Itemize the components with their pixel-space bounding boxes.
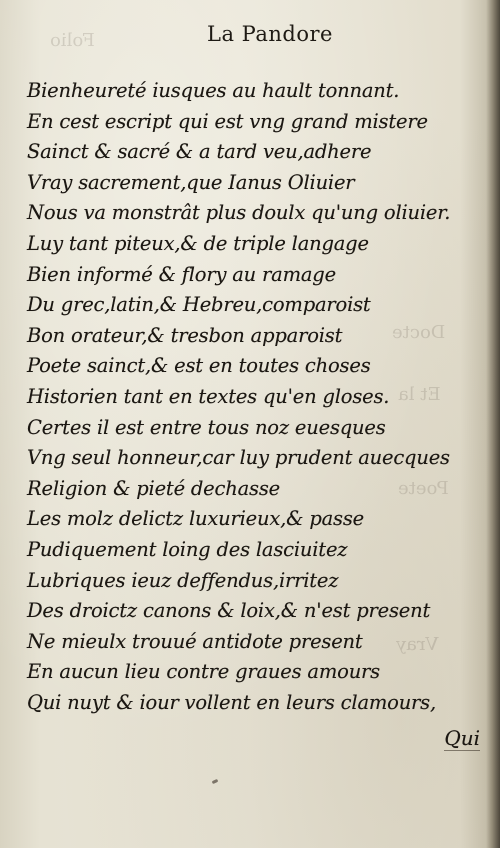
ink-speck bbox=[212, 779, 219, 784]
verse-line: Luy tant piteux,& de triple langage bbox=[27, 231, 369, 255]
verse-line: Des droictz canons & loix,& n'est present bbox=[27, 599, 431, 623]
verse-line: Sainct & sacré & a tard veu,adhere bbox=[27, 140, 372, 164]
verse-line: Vng seul honneur,car luy prudent auecques bbox=[27, 446, 450, 470]
verse-line: Vray sacrement,que Ianus Oliuier bbox=[27, 170, 355, 194]
running-title: La Pandore bbox=[207, 22, 333, 46]
verse-line: Poete sainct,& est en toutes choses bbox=[27, 354, 371, 378]
verse-line: Certes il est entre tous noz euesques bbox=[27, 415, 386, 439]
running-header bbox=[0, 22, 500, 46]
show-through-text: Et la bbox=[398, 384, 441, 405]
verse-line: En cest escript qui est vng grand mistere bbox=[27, 109, 428, 133]
verse-line: Historien tant en textes qu'en gloses. bbox=[27, 384, 390, 408]
verse-line: Bien informé & flory au ramage bbox=[27, 262, 336, 286]
verse-line: Nous va monstrât plus doulx qu'ung oliuier. bbox=[27, 201, 451, 225]
verse-line: Religion & pieté dechasse bbox=[27, 476, 280, 500]
verse-line: Pudiquement loing des lasciuitez bbox=[27, 537, 348, 561]
show-through-text: Folio bbox=[50, 30, 95, 51]
show-through-text: Docte bbox=[392, 322, 446, 343]
verse-line: Lubriques ieuz deffendus,irritez bbox=[27, 568, 339, 592]
show-through-text: Vray bbox=[396, 634, 439, 655]
verse-line: Bon orateur,& tresbon apparoist bbox=[27, 323, 343, 347]
verse-block bbox=[27, 76, 487, 718]
verse-line: Qui nuyt & iour vollent en leurs clamours, bbox=[27, 690, 436, 714]
verse-line: En aucun lieu contre graues amours bbox=[27, 660, 380, 684]
show-through-text: Poete bbox=[398, 478, 449, 499]
verse-line: Du grec,latin,& Hebreu,comparoist bbox=[27, 293, 371, 317]
verse-line: Ne mieulx trouué antidote present bbox=[27, 629, 363, 653]
verse-line: Les molz delictz luxurieux,& passe bbox=[27, 507, 364, 531]
verse-line: Bienheureté iusques au hault tonnant. bbox=[27, 79, 400, 102]
catchword: Qui bbox=[444, 726, 480, 750]
binding-edge bbox=[486, 0, 500, 848]
